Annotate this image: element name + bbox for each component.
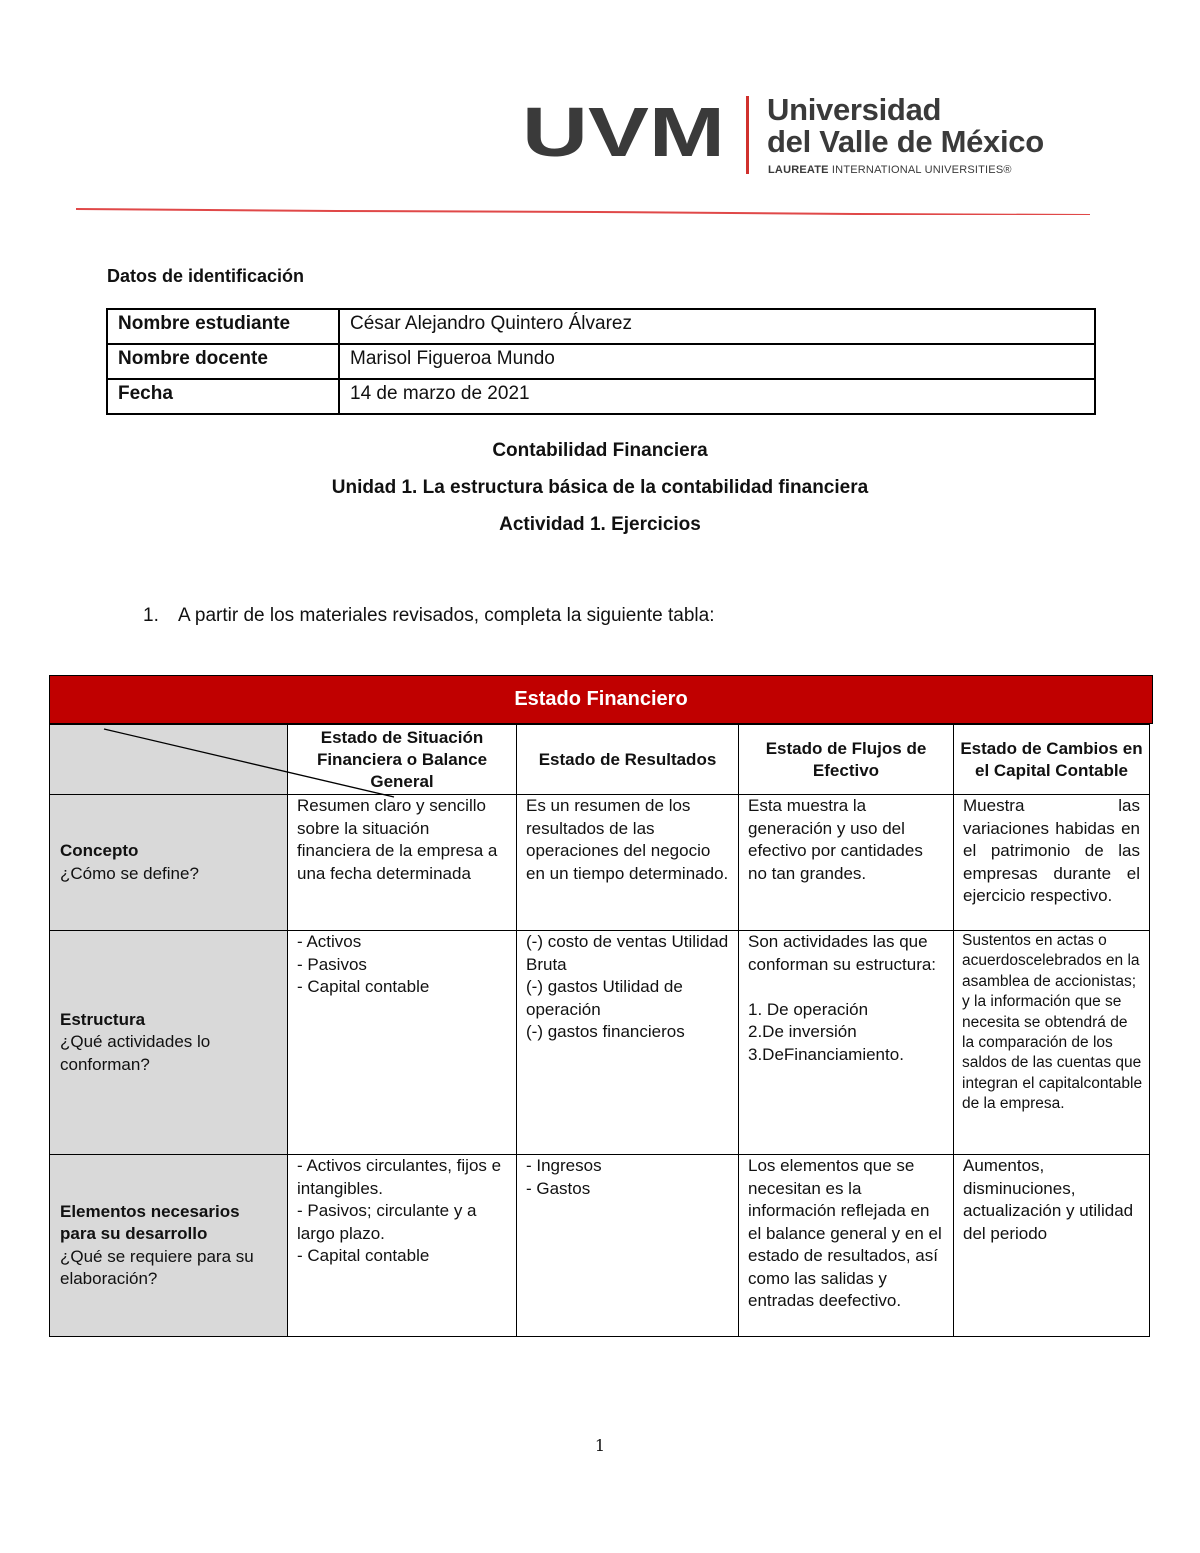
column-header-row <box>50 725 1150 795</box>
row-title: Concepto <box>60 841 139 860</box>
corner-cell <box>50 725 288 795</box>
id-label: Nombre estudiante <box>107 309 339 344</box>
table-cell: - Activos circulantes, fijos e intangibles. - Pasivos; circulante y a largo plazo. - Capital contable <box>288 1155 517 1337</box>
row-title: Estructura <box>60 1009 146 1029</box>
course-title: Contabilidad Financiera <box>492 440 708 461</box>
column-header: Estado de Resultados <box>517 725 739 795</box>
identification-table <box>106 308 1096 415</box>
table-cell: Los elementos que se necesitan es la información reflejada en el balance general y en el estado de resultados, así como las salidas y entradas deefectivo. <box>739 1155 954 1337</box>
page-number: 1 <box>594 1436 606 1455</box>
university-name-line2: del Valle de México <box>767 124 1044 159</box>
laureate-bold: LAUREATE <box>768 164 829 176</box>
table-cell: Es un resumen de los resultados de las operaciones del negocio en un tiempo determinado. <box>517 795 739 931</box>
statements-grid <box>49 724 1150 1337</box>
row-header <box>50 1155 288 1337</box>
table-cell: - Activos - Pasivos - Capital contable <box>288 931 517 1155</box>
unit-title: Unidad 1. La estructura básica de la contabilidad financiera <box>331 477 869 498</box>
instruction <box>143 605 715 627</box>
university-name <box>767 94 1044 158</box>
row-estructura <box>50 931 1150 1155</box>
table-cell: Esta muestra la generación y uso del efectivo por cantidades no tan grandes. <box>739 795 954 931</box>
corner-diagonal <box>104 727 404 807</box>
column-header: Estado de Flujos de Efectivo <box>739 725 954 795</box>
table-cell: Son actividades las que conforman su estructura: 1. De operación 2.De inversión 3.DeFinanciamiento. <box>739 931 954 1155</box>
table-cell: - Ingresos - Gastos <box>517 1155 739 1337</box>
logo-separator <box>746 96 749 174</box>
row-question: ¿Cómo se define? <box>60 863 199 883</box>
column-header: Estado de Situación Financiera o Balance General <box>288 725 517 795</box>
logo-mark-text: UVM <box>522 102 725 162</box>
university-name-line1: Universidad <box>767 92 942 127</box>
id-value: 14 de marzo de 2021 <box>339 379 1095 414</box>
id-row-date <box>107 379 1095 414</box>
table-cell: Muestra las variaciones habidas en el patrimonio de las empresas durante el ejercicio respectivo. <box>954 795 1150 931</box>
row-elementos <box>50 1155 1150 1337</box>
id-value: César Alejandro Quintero Álvarez <box>339 309 1095 344</box>
id-label: Nombre docente <box>107 344 339 379</box>
id-label: Fecha <box>107 379 339 414</box>
column-header: Estado de Cambios en el Capital Contable <box>954 725 1150 795</box>
laureate-tagline <box>768 164 1012 176</box>
identification-heading: Datos de identificación <box>107 266 305 286</box>
row-concepto <box>50 795 1150 931</box>
row-header <box>50 795 288 931</box>
row-question: ¿Qué se requiere para su elaboración? <box>60 1246 254 1288</box>
financial-statements-table <box>49 675 1153 1337</box>
table-cell: Resumen claro y sencillo sobre la situación financiera de la empresa a una fecha determinada <box>288 795 517 931</box>
row-question: ¿Qué actividades lo conforman? <box>60 1032 211 1074</box>
instruction-number: 1. <box>143 605 159 626</box>
table-cell: Aumentos, disminuciones, actualización y utilidad del periodo <box>954 1155 1150 1337</box>
activity-title: Actividad 1. Ejercicios <box>499 514 701 535</box>
laureate-rest: INTERNATIONAL UNIVERSITIES® <box>828 164 1012 176</box>
row-header <box>50 931 288 1155</box>
table-cell: Sustentos en actas o acuerdoscelebrados en la asamblea de accionistas; y la información que se necesita se obtendrá de la comparación de los saldos de las cuentas que integran el capitalcontable de la empresa. <box>954 931 1150 1155</box>
id-value: Marisol Figueroa Mundo <box>339 344 1095 379</box>
table-cell: (-) costo de ventas Utilidad Bruta (-) gastos Utilidad de operación (-) gastos financieros <box>517 931 739 1155</box>
table-title: Estado Financiero <box>49 675 1153 724</box>
document-titles <box>0 438 1200 549</box>
id-row-student <box>107 309 1095 344</box>
row-title: Elementos necesarios para su desarrollo <box>60 1201 240 1243</box>
header-divider <box>76 205 1090 217</box>
id-row-teacher <box>107 344 1095 379</box>
uvm-logo-mark <box>522 102 727 162</box>
university-logo <box>522 92 1042 182</box>
instruction-text: A partir de los materiales revisados, completa la siguiente tabla: <box>178 605 715 626</box>
